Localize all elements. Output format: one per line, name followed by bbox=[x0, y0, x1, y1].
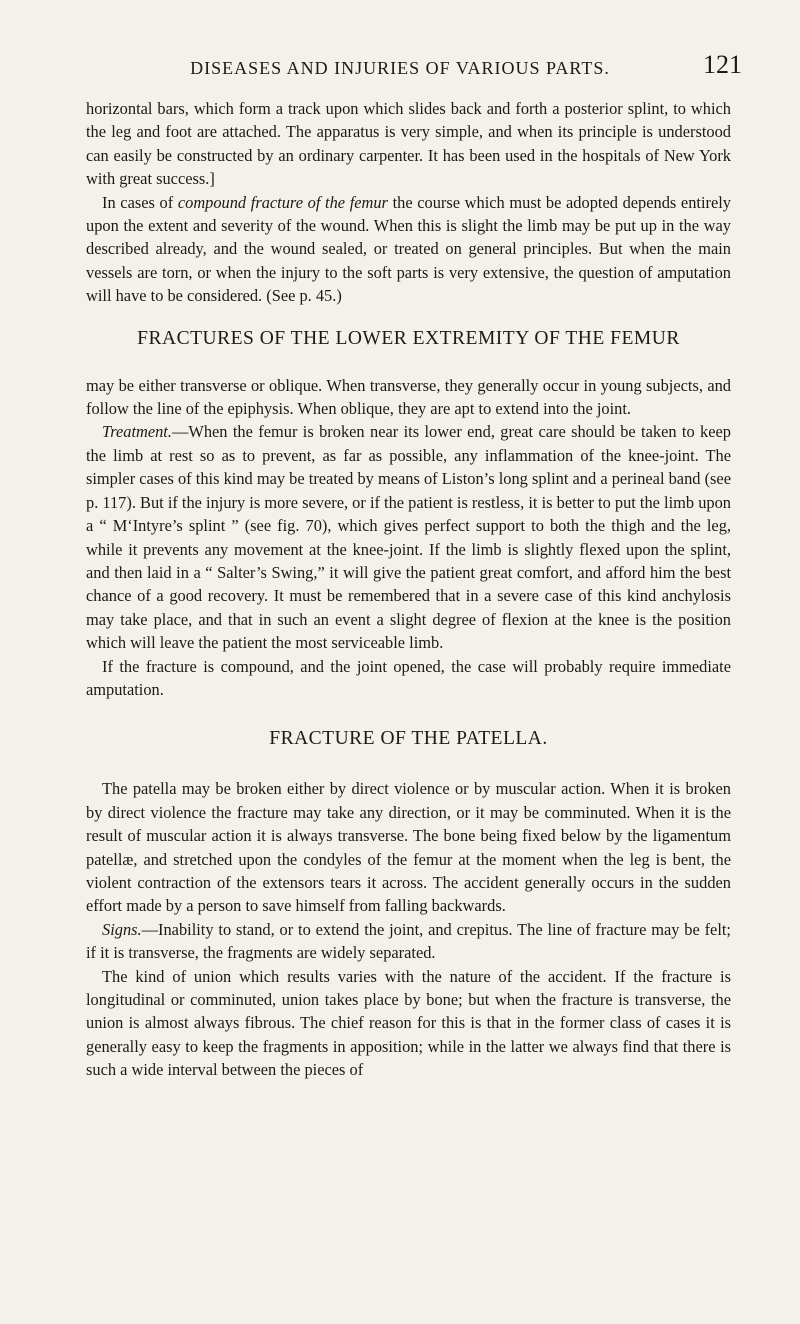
text-run: In cases of bbox=[102, 192, 178, 212]
text-run: —When the femur is broken near its lower end, great care should be taken to keep the limb at rest so as to prevent, as far as possible, any inflammation of the knee-joint. The simpler cases of this kind may be treated by means of Liston’s long splint and a perineal band (see p. 117). But if the injury is more severe, or if the patient is restless, it is better to put the limb upon a “ M‘Intyre’s splint ” (see fig. 70), which gives perfect support to both the thigh and the leg, while it prevents any movement at the knee-joint. If the limb is slightly flexed upon the splint, and then laid in a “ Salter’s Swing,” it will give the patient great comfort, and afford him the best chance of a good recovery. It must be remembered that in a severe case of this kind anchylosis may take place, and that in such an event a slight degree of flexion at the knee is the position which will leave the patient the most serviceable limb. bbox=[86, 422, 731, 653]
paragraph-lower-femur-intro: may be either transverse or oblique. When transverse, they generally occur in young subjects, and follow the line of the epiphysis. When oblique, they are apt to extend into the joint. bbox=[86, 375, 731, 419]
italic-term: compound fracture of the femur bbox=[177, 192, 388, 212]
text-run: the course which must be adopted depends entirely upon the extent and severity of the wound. When this is slight the limb may be put up in the way described already, and the wound sealed, or treated on general principles. But when the main vessels are torn, or when the injury to the soft parts is very extensive, the question of amputation will have to be considered. (See p. 45.) bbox=[86, 192, 731, 306]
italic-term: Signs. bbox=[102, 919, 142, 939]
paragraph-treatment bbox=[86, 420, 731, 654]
paragraph-union: The kind of union which results varies with the nature of the accident. If the fracture is longitudinal or comminuted, union takes place by bone; but when the fracture is transverse, the union is almost always fibrous. The chief reason for this is that in the former class of cases it is generally easy to keep the fragments in apposition; while in the latter we always find that there is such a wide interval between the pieces of bbox=[86, 966, 731, 1080]
page-number: 121 bbox=[703, 50, 742, 79]
paragraph-compound-fracture bbox=[86, 191, 731, 308]
paragraph-signs bbox=[86, 918, 731, 965]
section-heading-lower-femur: FRACTURES OF THE LOWER EXTREMITY OF THE FEMUR bbox=[137, 327, 680, 349]
paragraph-continuation: horizontal bars, which form a track upon which slides back and forth a posterior splint, to which the leg and foot are attached. The apparatus is very simple, and when its principle is understood can easily be constructed by an ordinary carpenter. It has been used in the hospitals of New York with great success.] bbox=[86, 99, 731, 189]
paragraph-patella-intro: The patella may be broken either by direct violence or by muscular action. When it is broken by direct violence the fracture may take any direction, or it may be comminuted. When it is the result of muscular action it is always transverse. The bone being fixed below by the ligamentum patellæ, and stretched upon the condyles of the femur at the moment when the leg is bent, the violent contraction of the extensors tears it across. The accident generally occurs in the sudden effort made by a person to save himself from falling backwards. bbox=[86, 779, 731, 916]
text-run: —Inability to stand, or to extend the joint, and crepitus. The line of fracture may be felt; if it is transverse, the fragments are widely separated. bbox=[86, 919, 731, 963]
running-title: DISEASES AND INJURIES OF VARIOUS PARTS. bbox=[190, 58, 610, 78]
section-heading-patella: FRACTURE OF THE PATELLA. bbox=[269, 728, 548, 750]
text-column bbox=[86, 97, 731, 1082]
running-head bbox=[0, 50, 800, 84]
paragraph-compound-amputation: If the fracture is compound, and the joint opened, the case will probably require immediate amputation. bbox=[86, 656, 731, 699]
italic-term: Treatment. bbox=[102, 422, 172, 442]
